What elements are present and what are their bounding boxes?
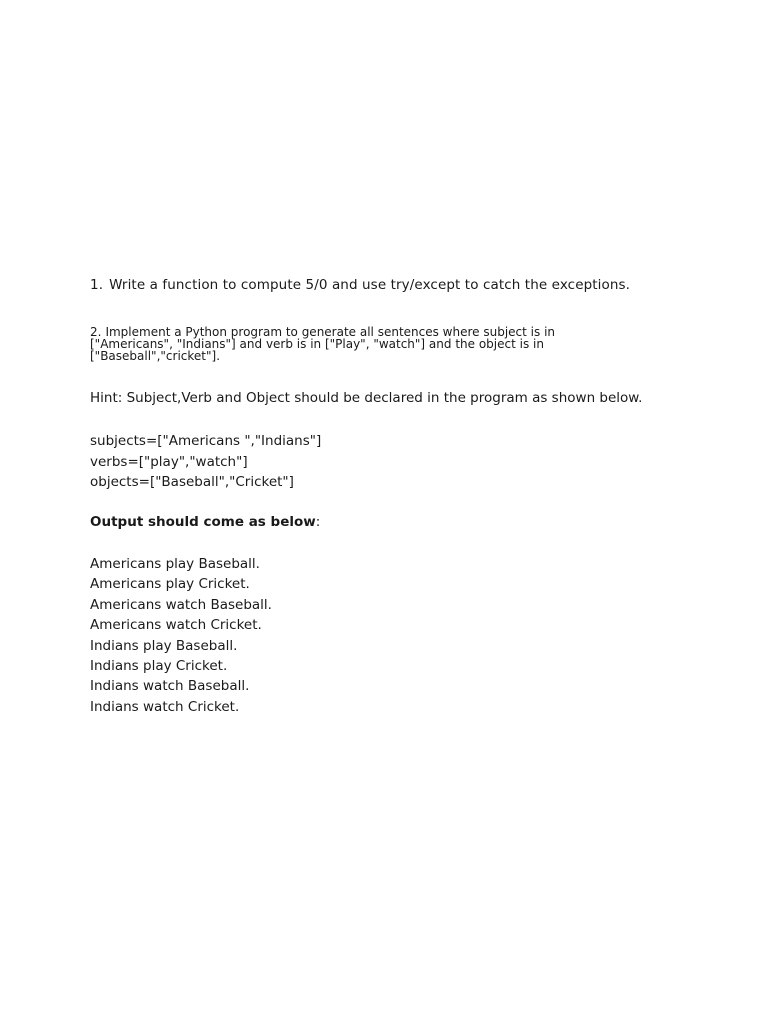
question-2 — [90, 326, 650, 362]
output-heading-text: Output should come as below — [90, 514, 316, 530]
question-2-number: 2. — [90, 325, 102, 339]
output-heading-colon: : — [315, 514, 321, 530]
output-line: Indians play Cricket. — [90, 658, 228, 675]
output-line: Americans watch Cricket. — [90, 617, 262, 634]
subjects-declaration: subjects=["Americans ","Indians"] — [90, 433, 322, 449]
declarations-block — [90, 431, 321, 493]
question-2-line-2: ["Americans", "Indians"] and verb is in ["Play", "watch"] and the object is in — [90, 337, 544, 351]
output-line: Indians watch Baseball. — [90, 678, 250, 695]
output-line: Indians play Baseball. — [90, 637, 238, 654]
question-1-number: 1. — [90, 277, 104, 293]
question-2-line-1: 2. Implement a Python program to generate all sentences where subject is in — [90, 325, 556, 339]
output-line: Americans play Baseball. — [90, 556, 260, 572]
verbs-declaration: verbs=["play","watch"] — [90, 453, 248, 470]
question-1-text: Write a function to compute 5/0 and use try/except to catch the exceptions. — [109, 277, 631, 293]
question-1 — [90, 277, 630, 293]
output-line: Americans play Cricket. — [90, 576, 250, 593]
question-2-line-3: ["Baseball","cricket"]. — [90, 349, 221, 363]
output-lines — [90, 554, 272, 717]
output-line: Americans watch Baseball. — [90, 596, 272, 613]
output-heading — [90, 514, 320, 530]
objects-declaration: objects=["Baseball","Cricket"] — [90, 474, 294, 490]
output-line: Indians watch Cricket. — [90, 698, 240, 715]
hint-text: Hint: Subject,Verb and Object should be declared in the program as shown below. — [90, 390, 643, 406]
